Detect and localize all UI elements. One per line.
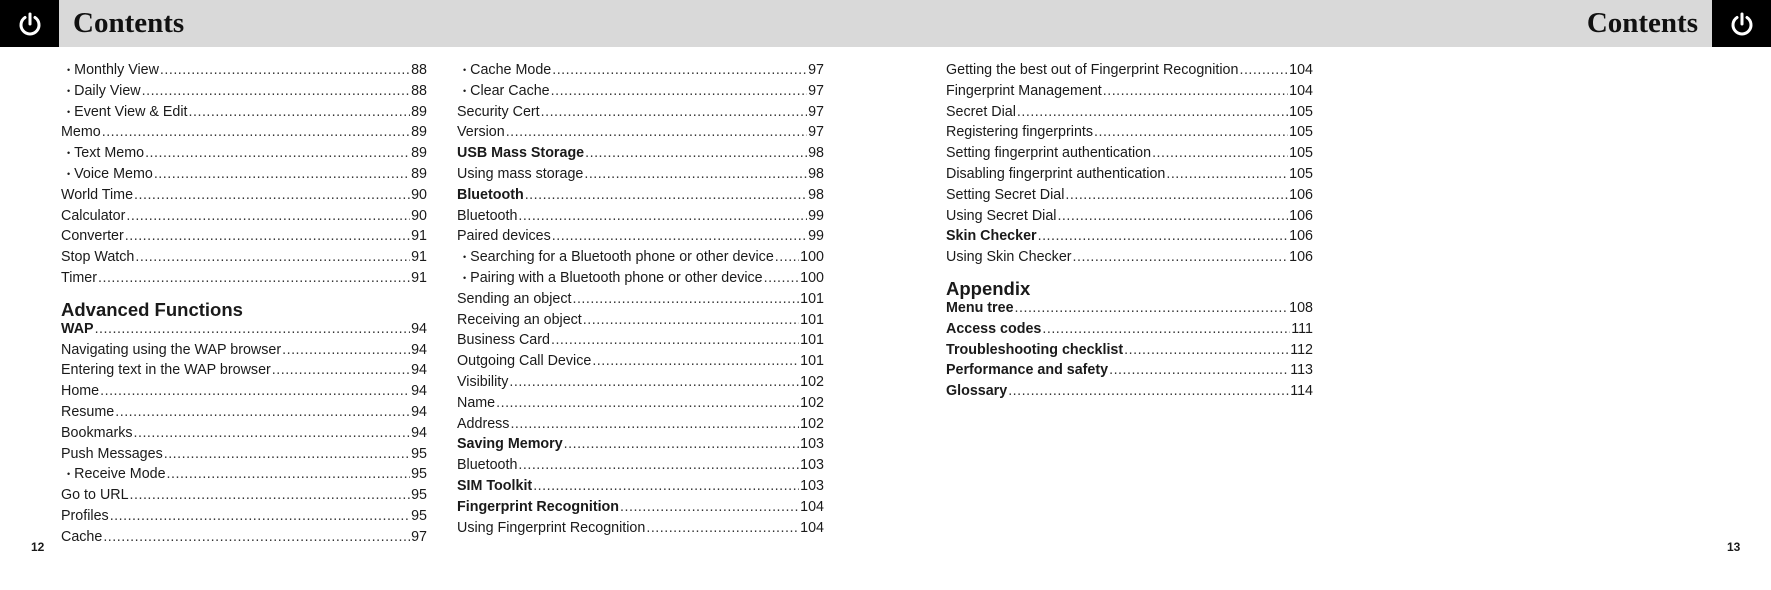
toc-entry-page: 90 — [411, 186, 427, 203]
toc-entry-page: 94 — [411, 383, 427, 400]
toc-entry-label: Business Card — [457, 332, 550, 349]
toc-dot-leader — [134, 187, 410, 203]
toc-entry-label: WAP — [61, 320, 94, 337]
toc-entry-page: 102 — [800, 394, 824, 411]
toc-entry-page: 95 — [411, 487, 427, 504]
toc-dot-leader — [496, 395, 799, 411]
toc-column-3 — [946, 62, 1313, 404]
toc-entry-label: Secret Dial — [946, 103, 1016, 120]
toc-entry-page: 98 — [808, 165, 824, 182]
toc-entry-page: 105 — [1289, 103, 1313, 120]
toc-entry-label: Name — [457, 394, 496, 411]
toc-entry-label: • Pairing with a Bluetooth phone or other device — [457, 270, 763, 286]
toc-entry-label: Using Fingerprint Recognition — [457, 519, 646, 536]
toc-entry-page: 103 — [800, 457, 824, 474]
toc-entry-label: Fingerprint Management — [946, 82, 1102, 99]
toc-entry[interactable] — [61, 145, 427, 166]
toc-entry-label: • Voice Memo — [61, 166, 153, 182]
toc-entry-label: Performance and safety — [946, 362, 1109, 379]
toc-entry-label: Using Secret Dial — [946, 207, 1057, 224]
toc-entry-page: 100 — [800, 249, 824, 266]
toc-dot-leader — [1073, 249, 1289, 265]
toc-entry-label: Troubleshooting checklist — [946, 341, 1124, 358]
section-heading-appendix: Appendix — [946, 277, 1031, 299]
toc-entry[interactable] — [61, 446, 427, 467]
page-number-right: 13 — [1727, 540, 1741, 554]
toc-dot-leader — [1166, 166, 1288, 182]
toc-entry[interactable] — [946, 124, 1313, 145]
toc-entry-label: Push Messages — [61, 445, 163, 462]
toc-dot-leader — [1239, 62, 1288, 78]
toc-dot-leader — [130, 487, 411, 503]
page-number-left: 12 — [31, 540, 45, 554]
toc-entry-page: 98 — [808, 186, 824, 203]
toc-entry-page: 97 — [808, 103, 824, 120]
toc-entry[interactable] — [61, 508, 427, 529]
toc-entry-label: Menu tree — [946, 299, 1014, 316]
toc-entry-page: 106 — [1289, 186, 1313, 203]
toc-entry-page: 99 — [808, 207, 824, 224]
toc-entry-page: 99 — [808, 228, 824, 245]
toc-entry-page: 101 — [800, 353, 824, 370]
toc-entry[interactable] — [946, 300, 1313, 321]
toc-entry-page: 106 — [1289, 249, 1313, 266]
toc-entry[interactable] — [61, 466, 427, 487]
toc-entry-label: Calculator — [61, 207, 126, 224]
toc-entry-page: 89 — [411, 124, 427, 141]
toc-dot-leader — [551, 332, 799, 348]
toc-dot-leader — [1042, 321, 1290, 337]
toc-entry-label: Skin Checker — [946, 228, 1037, 245]
toc-dot-leader — [646, 520, 799, 536]
toc-dot-leader — [1017, 104, 1288, 120]
toc-dot-leader — [509, 374, 799, 390]
page-title-left: Contents — [73, 7, 185, 39]
toc-dot-leader — [142, 83, 410, 99]
toc-entry-page: 103 — [800, 477, 824, 494]
toc-entry-label: Fingerprint Recognition — [457, 498, 620, 515]
toc-entry-label: Version — [457, 124, 505, 141]
toc-dot-leader — [1124, 342, 1289, 358]
toc-entry[interactable] — [946, 83, 1313, 104]
toc-entry[interactable] — [457, 228, 824, 249]
toc-dot-leader — [145, 145, 410, 161]
toc-entry[interactable] — [61, 249, 427, 270]
toc-entry-label: Bluetooth — [457, 457, 518, 474]
toc-dot-leader — [592, 353, 799, 369]
toc-dot-leader — [585, 145, 807, 161]
toc-entry[interactable] — [457, 249, 824, 270]
toc-dot-leader — [1065, 187, 1288, 203]
toc-entry-label: • Searching for a Bluetooth phone or other device — [457, 249, 774, 265]
toc-dot-leader — [272, 362, 410, 378]
toc-entry-page: 106 — [1289, 207, 1313, 224]
toc-dot-leader — [525, 187, 807, 203]
toc-entry-page: 104 — [1289, 62, 1313, 78]
toc-entry-page: 91 — [411, 269, 427, 286]
toc-dot-leader — [160, 62, 410, 78]
toc-entry-page: 100 — [800, 269, 824, 286]
toc-dot-leader — [552, 228, 807, 244]
toc-dot-leader — [552, 62, 807, 78]
toc-entry-page: 94 — [411, 403, 427, 420]
toc-entry[interactable] — [61, 208, 427, 229]
toc-entry[interactable] — [946, 321, 1313, 342]
toc-entry-page: 88 — [411, 82, 427, 99]
toc-entry-page: 97 — [411, 528, 427, 545]
toc-dot-leader — [1015, 300, 1289, 316]
toc-entry[interactable] — [61, 487, 427, 508]
toc-entry-label: • Event View & Edit — [61, 104, 188, 120]
toc-entry-page: 101 — [800, 290, 824, 307]
toc-dot-leader — [583, 312, 799, 328]
toc-entry[interactable] — [61, 425, 427, 446]
toc-entry[interactable] — [457, 187, 824, 208]
toc-entry-label: Paired devices — [457, 228, 551, 245]
toc-entry-page: 106 — [1289, 228, 1313, 245]
toc-entry-label: • Clear Cache — [457, 83, 550, 99]
toc-entry-page: 88 — [411, 62, 427, 78]
toc-entry[interactable] — [457, 416, 824, 437]
toc-entry-label: Navigating using the WAP browser — [61, 341, 282, 358]
toc-dot-leader — [115, 404, 410, 420]
toc-entry-page: 105 — [1289, 145, 1313, 162]
toc-entry[interactable] — [946, 104, 1313, 125]
toc-entry[interactable] — [61, 362, 427, 383]
toc-dot-leader — [775, 249, 799, 265]
toc-entry[interactable] — [457, 436, 824, 457]
toc-entry-page: 95 — [411, 466, 427, 483]
toc-entry-label: • Cache Mode — [457, 62, 551, 78]
toc-entry[interactable] — [946, 362, 1313, 383]
toc-entry-label: Address — [457, 415, 510, 432]
toc-entry-page: 114 — [1290, 383, 1313, 400]
toc-entry[interactable] — [946, 145, 1313, 166]
toc-entry-page: 112 — [1290, 341, 1313, 358]
toc-entry-page: 103 — [800, 436, 824, 453]
toc-entry-label: Timer — [61, 269, 98, 286]
toc-entry-label: • Daily View — [61, 83, 141, 99]
toc-entry[interactable] — [946, 208, 1313, 229]
header-band — [0, 0, 1771, 47]
toc-entry-label: Bluetooth — [457, 207, 518, 224]
toc-entry[interactable] — [61, 404, 427, 425]
toc-dot-leader — [510, 416, 799, 432]
toc-entry-page: 89 — [411, 103, 427, 120]
toc-dot-leader — [126, 208, 410, 224]
toc-entry-label: Profiles — [61, 507, 109, 524]
toc-entry-label: Registering fingerprints — [946, 124, 1094, 141]
toc-entry[interactable] — [61, 187, 427, 208]
toc-dot-leader — [541, 104, 807, 120]
toc-entry[interactable] — [457, 520, 824, 541]
toc-entry-label: Go to URL — [61, 487, 129, 504]
toc-entry-label: Glossary — [946, 383, 1008, 400]
toc-entry-page: 90 — [411, 207, 427, 224]
toc-entry-label: World Time — [61, 186, 134, 203]
toc-entry[interactable] — [457, 62, 824, 83]
toc-dot-leader — [620, 499, 799, 515]
toc-entry-label: Setting Secret Dial — [946, 186, 1065, 203]
toc-column-1 — [61, 62, 427, 550]
toc-entry-page: 104 — [800, 498, 824, 515]
toc-entry[interactable] — [457, 353, 824, 374]
toc-entry-page: 94 — [411, 424, 427, 441]
toc-dot-leader — [1057, 208, 1288, 224]
toc-entry[interactable] — [457, 124, 824, 145]
toc-entry-label: Using mass storage — [457, 165, 584, 182]
toc-entry-label: Converter — [61, 228, 124, 245]
toc-entry-page: 94 — [411, 341, 427, 358]
toc-entry-label: Stop Watch — [61, 249, 135, 266]
toc-entry-label: Outgoing Call Device — [457, 353, 592, 370]
toc-entry-label: Receiving an object — [457, 311, 582, 328]
toc-dot-leader — [135, 249, 410, 265]
toc-entry[interactable] — [457, 291, 824, 312]
toc-dot-leader — [282, 342, 410, 358]
power-icon — [1729, 11, 1755, 37]
page-title-right: Contents — [1586, 7, 1698, 39]
toc-entry-page: 104 — [800, 519, 824, 536]
toc-entry[interactable] — [61, 124, 427, 145]
toc-entry-page: 89 — [411, 165, 427, 182]
toc-entry-page: 101 — [800, 311, 824, 328]
toc-dot-leader — [164, 446, 410, 462]
toc-dot-leader — [764, 270, 800, 286]
toc-dot-leader — [100, 383, 410, 399]
toc-dot-leader — [1103, 83, 1288, 99]
toc-dot-leader — [1038, 228, 1289, 244]
toc-dot-leader — [102, 124, 410, 140]
toc-entry[interactable] — [457, 457, 824, 478]
toc-dot-leader — [103, 529, 410, 545]
toc-entry-label: USB Mass Storage — [457, 145, 585, 162]
toc-entry[interactable] — [61, 529, 427, 550]
toc-entry-page: 97 — [808, 124, 824, 141]
toc-dot-leader — [110, 508, 410, 524]
toc-dot-leader — [584, 166, 807, 182]
toc-dot-leader — [1152, 145, 1288, 161]
toc-entry-page: 111 — [1291, 320, 1313, 337]
toc-entry-label: • Receive Mode — [61, 466, 166, 482]
toc-entry[interactable] — [457, 104, 824, 125]
toc-entry[interactable] — [457, 312, 824, 333]
toc-entry-page: 102 — [800, 373, 824, 390]
toc-entry[interactable] — [61, 166, 427, 187]
toc-entry-page: 95 — [411, 445, 427, 462]
toc-column-2 — [457, 62, 824, 540]
power-icon — [17, 11, 43, 37]
toc-entry-label: Getting the best out of Fingerprint Recognition — [946, 62, 1239, 78]
toc-dot-leader — [95, 321, 411, 337]
toc-entry-page: 94 — [411, 320, 427, 337]
toc-entry[interactable] — [61, 383, 427, 404]
toc-entry-page: 91 — [411, 228, 427, 245]
toc-entry-page: 98 — [808, 145, 824, 162]
toc-entry-page: 91 — [411, 249, 427, 266]
section-heading-advanced-functions: Advanced Functions — [61, 298, 243, 320]
toc-entry-page: 104 — [1289, 82, 1313, 99]
toc-entry[interactable] — [457, 478, 824, 499]
toc-entry-page: 97 — [808, 82, 824, 99]
toc-entry[interactable] — [946, 228, 1313, 249]
toc-entry[interactable] — [946, 249, 1313, 270]
toc-entry[interactable] — [946, 342, 1313, 363]
toc-entry-page: 101 — [800, 332, 824, 349]
toc-dot-leader — [518, 208, 807, 224]
toc-dot-leader — [518, 457, 799, 473]
toc-entry-label: Disabling fingerprint authentication — [946, 165, 1166, 182]
toc-entry[interactable] — [457, 374, 824, 395]
toc-entry-label: Bookmarks — [61, 424, 133, 441]
toc-entry[interactable] — [457, 270, 824, 291]
toc-entry[interactable] — [457, 395, 824, 416]
toc-dot-leader — [533, 478, 799, 494]
toc-dot-leader — [134, 425, 411, 441]
toc-dot-leader — [572, 291, 799, 307]
toc-dot-leader — [506, 124, 807, 140]
toc-entry-label: Sending an object — [457, 290, 572, 307]
toc-entry[interactable] — [61, 62, 427, 83]
power-icon-left-box — [0, 0, 59, 47]
toc-entry[interactable] — [61, 83, 427, 104]
toc-entry-label: Home — [61, 383, 100, 400]
toc-entry-page: 113 — [1290, 362, 1313, 379]
toc-entry-label: Security Cert — [457, 103, 540, 120]
toc-dot-leader — [125, 228, 410, 244]
toc-entry-label: Access codes — [946, 320, 1042, 337]
power-icon-right-box — [1712, 0, 1771, 47]
toc-entry[interactable] — [61, 321, 427, 342]
toc-dot-leader — [551, 83, 807, 99]
toc-entry[interactable] — [946, 62, 1313, 83]
toc-entry-label: Saving Memory — [457, 436, 563, 453]
toc-entry-page: 108 — [1289, 299, 1313, 316]
toc-entry[interactable] — [457, 166, 824, 187]
toc-dot-leader — [189, 104, 411, 120]
toc-entry[interactable] — [61, 270, 427, 291]
toc-entry[interactable] — [61, 228, 427, 249]
toc-dot-leader — [167, 466, 411, 482]
toc-dot-leader — [154, 166, 410, 182]
toc-entry[interactable] — [946, 166, 1313, 187]
toc-entry[interactable] — [61, 342, 427, 363]
toc-dot-leader — [1008, 383, 1289, 399]
toc-entry-label: Cache — [61, 528, 103, 545]
toc-entry-label: Using Skin Checker — [946, 249, 1072, 266]
toc-entry-label: Visibility — [457, 373, 509, 390]
toc-entry[interactable] — [457, 208, 824, 229]
toc-entry[interactable] — [457, 145, 824, 166]
toc-entry-label: Setting fingerprint authentication — [946, 145, 1152, 162]
toc-entry[interactable] — [457, 332, 824, 353]
toc-entry[interactable] — [457, 499, 824, 520]
toc-entry[interactable] — [946, 187, 1313, 208]
toc-entry-label: Memo — [61, 124, 101, 141]
toc-entry-page: 94 — [411, 362, 427, 379]
toc-entry-page: 95 — [411, 507, 427, 524]
toc-entry-label: Bluetooth — [457, 186, 524, 203]
toc-dot-leader — [1109, 362, 1289, 378]
toc-entry-page: 102 — [800, 415, 824, 432]
toc-entry[interactable] — [946, 383, 1313, 404]
toc-dot-leader — [98, 270, 410, 286]
toc-entry-label: SIM Toolkit — [457, 477, 533, 494]
toc-entry[interactable] — [61, 104, 427, 125]
toc-entry-page: 105 — [1289, 124, 1313, 141]
toc-entry-label: • Text Memo — [61, 145, 144, 161]
toc-entry-label: • Monthly View — [61, 62, 159, 78]
toc-dot-leader — [564, 436, 799, 452]
toc-dot-leader — [1094, 124, 1288, 140]
toc-entry[interactable] — [457, 83, 824, 104]
toc-entry-page: 97 — [808, 62, 824, 78]
toc-entry-page: 105 — [1289, 165, 1313, 182]
toc-entry-label: Resume — [61, 403, 115, 420]
toc-entry-page: 89 — [411, 145, 427, 162]
toc-entry-label: Entering text in the WAP browser — [61, 362, 271, 379]
